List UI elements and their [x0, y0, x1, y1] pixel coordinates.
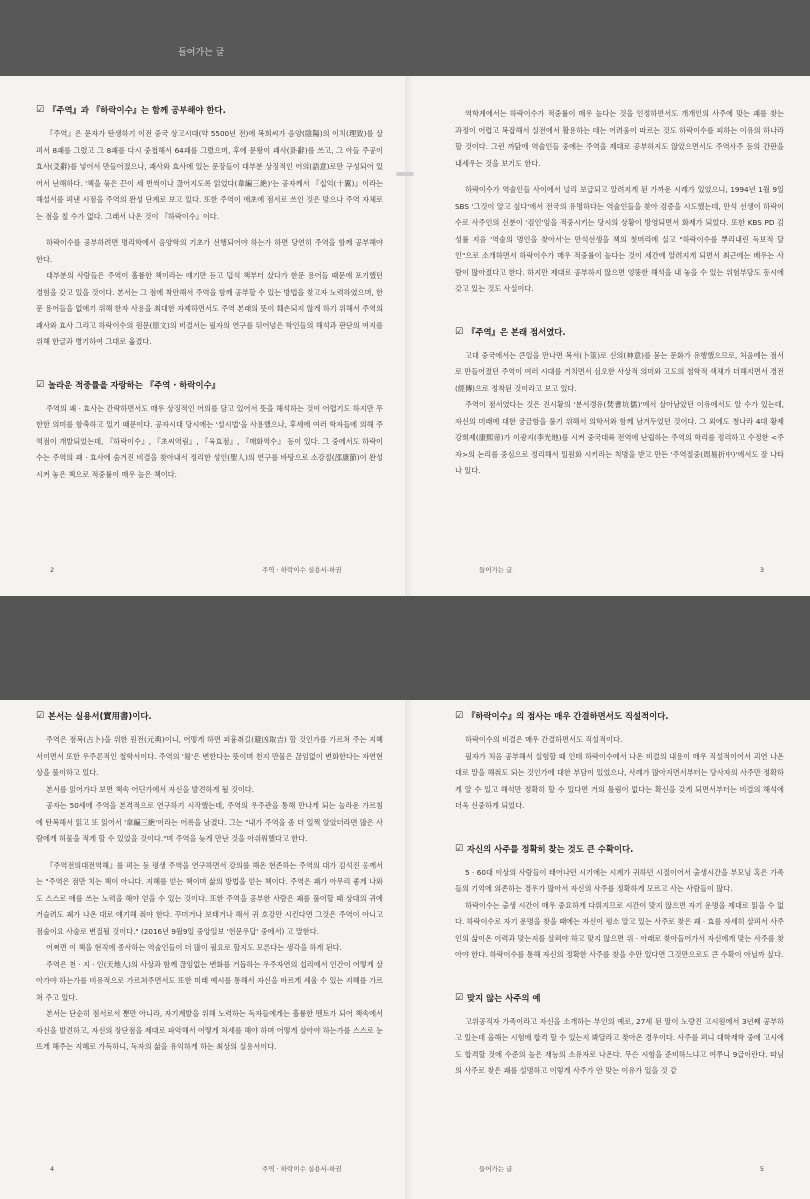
checkmark-icon: ☑ — [455, 992, 464, 1003]
paragraph: 주역이 점서였다는 것은 진시황의 '분서갱유(焚書坑儒)'에서 살아남았던 이유에서도 알 수가 있는데, 자신의 미래에 대한 궁금함을 풀기 위해서 의학서와 함께 남겨두었던 것이다. 그 외에도 청나라 4대 황제 강희제(康熙帝)가 이광지(李光地)를 시켜 중국대륙 전역에 난립하는 주역의 학리를 정리하고 수정한 <주자>의 논리를 중심으로 정리해서 일원화 시키라는 칙명을 받고 만든 '주역절중(周易折中)'에서도 잘 나타나 있다. — [455, 400, 784, 475]
page-4 — [0, 700, 405, 1199]
page-gutter-mark — [396, 172, 414, 176]
paragraph: 공자는 50세에 주역을 본격적으로 연구하기 시작했는데, 주역의 우주관을 통해 만나게 되는 놀라운 가르침에 탄복해서 읽고 또 읽어서 '韋編三絶'이라는 어록을 남겼다. 그는 "내가 주역을 좀 더 일찍 알았더라면 많은 사람에게 허물을 적게 할 수 있었을 것이다."며 주역을 늦게 만난 것을 아쉬워했다고 한다. — [36, 801, 383, 843]
paragraph: 하락이수는 출생 시간이 매우 중요하게 다뤄지므로 시간이 맞지 않으면 자기 운명을 제대로 읽을 수 없다. 하락이수로 자기 운명을 찾을 때에는 자신이 평소 알고 있는 사주로 찾은 괘 · 효를 자세히 살펴서 사주인의 삶이온 이력과 맞는지를 살펴야 하고 맞지 않으면 위 · 아래로 찾아들어가서 자신에게 맞는 사주를 찾아야 한다. 하락이수를 통해 자신의 정확한 사주를 찾을 수만 있다면 그것만으로도 큰 수확이 아닐까 싶다. — [455, 900, 784, 959]
paragraph: 주역의 괘 · 효사는 간략하면서도 매우 상징적인 어의를 담고 있어서 뜻을 해석하는 것이 어렵기도 하지만 무한한 의미를 함축하고 있기 때문이다. 공자시대 당시에는 '설시법'을 사용했으나, 후세에 여러 학자들에 의해 주역점이 개발되었는데, 『하락이수』, 『초씨역림』, 『육효점』, 『매화역수』 등이 있다. 그 중에서도 하락이수는 주역의 괘 · 효사에 숨겨진 비결을 찾아내서 정리한 성인(聖人)의 연구를 바탕으로 소강절(邵康節)이 완성시켜 놓은 책으로 적중률이 매우 높은 책이다. — [36, 403, 383, 479]
page-footer-title: 주역 · 하락이수 실용서-하권 — [262, 1165, 342, 1173]
paragraph: 필자가 처음 공부해서 실험할 때 인테 하락이수에서 나온 비결의 내용이 매우 직설적이어서 괴연 나온 대로 말을 해줘도 되는 것인가에 대한 부담이 있었으나, 사례가 많아지면서부터는 당사자의 사주만 정확하게 알 수 있고 해석만 정확히 할 수 있다면 거의 틀림이 없다는 확신을 갖게 되면서부터는 비결의 해석에 더욱 신중하게 되었다. — [455, 751, 784, 810]
section-heading: ☑ 『주역』은 본래 점서였다. — [455, 326, 566, 337]
page-number: 5 — [759, 1165, 764, 1173]
page-3 — [405, 76, 810, 596]
middle-band — [0, 596, 810, 700]
checkmark-icon: ☑ — [455, 711, 464, 721]
paragraph: 본서를 읽어가다 보면 책속 어딘가에서 자신을 발견하게 될 것이다. — [46, 784, 255, 794]
paragraph: 어쩌면 이 책을 현직에 종사하는 역술인들이 더 많이 필요로 할지도 모른다는 생각을 하게 된다. — [46, 943, 342, 952]
top-band — [0, 0, 810, 76]
page-footer-title: 들어가는 글 — [479, 1165, 513, 1173]
paragraph: 주역은 점복(占卜)을 위한 원전(元典)이니, 어떻게 하면 피흉취길(避凶取吉) 할 것인가를 가르쳐 주는 지혜서이면서 또한 우주론적인 철학서이다. 주역의 '易'은 변한다는 뜻이며 천지 만물은 끊임없이 변화한다는 자연현상을 풀이하고 있다. — [36, 735, 383, 777]
running-header: 들어가는 글 — [178, 48, 225, 58]
paragraph: 『주역』은 문자가 탄생하기 이전 중국 상고시대(약 5500년 전)에 복희씨가 음양(陰陽)의 이치(理致)를 살펴서 8괘를 그렸고 그 8괘를 다시 중첩해서 64괘를 그렸으며, 후에 문왕이 괘사(卦辭)를 쓰고, 그 아들 주공이 효사(爻辭)를 넣어서 만들어졌으나, 괘사와 효사에 있는 문장들이 대부분 상징적인 어의(語意)로만 구성되어 있어서 난해하다. '책을 묶은 끈이 세 번씩이나 끊어지도록 읽었다(韋編三絶)'는 공자께서 『십익(十翼)』이라는 해설서를 펴낸 시점을 주역의 완성 단계로 보고 있다. 또한 주역이 애초에 점서로 쓰인 것은 맞으나 주역 자체로는 점을 칠 수가 없다. 그래서 나온 것이 『하락이수』이다. — [36, 129, 383, 221]
checkmark-icon: ☑ — [36, 711, 45, 721]
paragraph: 주역은 천 · 지 · 인(天地人)의 사상과 함께 끊임없는 변화를 거듭하는 우주자연의 섭리에서 인간이 어떻게 살아가야 하는가를 비유적으로 가르쳐주면서도 또한 미래 예시를 통해서 자신을 바르게 세울 수 있는 지혜를 가르쳐 주고 있다. — [36, 959, 383, 1002]
paragraph: 하락이수가 역술인들 사이에서 널리 보급되고 알려지게 된 가까운 시례가 있었으니, 1994년 1월 9일 SBS '그것이 알고 싶다'에서 전국의 유명하다는 역술인들을 찾아 검증을 시도했는데, 만석 선생이 하락이수로 사주인의 신분이 '검인'임을 적중시키는 당시의 상황이 방영되면서 화제가 되었다. 또한 KBS PD 김성률 지음 '역술의 명인을 찾아서'는 만석선생을 책의 첫머리에 실고 "하락이수를 뿌리내린 독보적 달인"으로 소개하면서 하락이수가 매우 적중률이 높다는 것이 세간에 알려지게 되면서 최근에는 배우는 사람이 많아졌다고 한다. 하지만 제대로 공부하지 않으면 엉뚱한 해석을 내 놓을 수 있는 위험부담도 동시에 갖고 있는 것도 사실이다. — [455, 185, 784, 293]
paragraph: 대부분의 사람들은 주역이 훌륭한 책이라는 얘기만 듣고 덥석 책부터 샀다가 한문 용어들 때문에 포기했던 경험을 갖고 있을 것이다. 본서는 그 점에 착안해서 주역을 함께 공부할 수 있는 방법을 찾고자 노력하였으며, 한문 용어들을 없애기 위해 한자 사용을 최대한 자제하면서도 주역 본래의 뜻이 훼손되지 않게 하기 위해서 주역의 괘사와 효사 그리고 하락이수의 원문(原文)의 비결서는 필자의 연구를 뒤어넘은 학인들의 해석과 판단의 여지를 위해 한글과 병기하여 그대로 옮겼다. — [36, 271, 383, 346]
checkmark-icon: ☑ — [455, 843, 464, 854]
page-footer-title: 들어가는 글 — [479, 566, 513, 574]
paragraph: 본서는 단순히 점서로서 뿐만 아니라, 자기계발을 위해 노력하는 독자들에게는 훌륭한 멘토가 되어 책속에서 자신을 발견하고, 자신의 장단점을 제대로 파악해서 어떻게 처세를 해야 하며 어떻게 살아야 하는가를 스스로 눈뜨게 해주는 지혜로 가득하니, 독자의 삶을 유익하게 하는 최상의 실용서이다. — [36, 1009, 383, 1051]
page-footer-title: 주역 · 하락이수 실용서-하권 — [262, 566, 342, 574]
paragraph: 『주역전의대전역해』를 펴는 등 평생 주역을 연구하면서 강의를 해온 현존하는 주역의 대가 김석진 옹께서는 "주역은 점만 치는 책이 아니다. 지혜를 얻는 책이며 삶의 방법을 얻는 책이다. 주역은 괘가 아무리 좋게 나와도 스스로 애를 쓰는 노력을 해야 얻을 수 있는 것이다. 또한 주역을 공부한 사람은 괘를 풀이할 때 상대의 귀에 거슬려도 괘가 나온 대로 얘기해 줘야 한다. 꾸미거나 보태거나 해서 귀 호강만 시킨다면 그것은 주역이 아니고 점술이요 사술로 변질될 것이다." (2016년 9월9일 중앙일보 '헌문우답' 중에서) 고 말한다. — [36, 860, 383, 936]
page-number: 3 — [759, 566, 764, 574]
paragraph: 역학계에서는 하락이수가 적중률이 매우 높다는 것을 인정하면서도 개개인의 사주에 맞는 괘를 찾는 과정이 어렵고 복잡해서 실전에서 활용하는 데는 어려움이 따르는 것도 하락이수를 피하는 이유의 하나라 할 것이다. 그런 까닭에 역술인들 중에는 주역을 제대로 공부하지도 않았으면서도 주역사주 등의 간판을 내세우는 것을 보기도 한다. — [455, 109, 784, 168]
page-5 — [405, 700, 810, 1199]
section-heading: ☑ 『주역』과 『하락이수』는 함께 공부해야 한다. — [36, 105, 226, 115]
paragraph: 고대 중국에서는 큰일을 만나면 복서(卜筮)로 신의(神意)를 묻는 문화가 유행했으므로, 처음에는 점서로 만들어졌던 주역이 여러 시대를 거치면서 심오한 사상적 의미와 고도의 철학적 색채가 더해지면서 경전(經傳)으로 정착된 것이라고 보고 있다. — [455, 350, 784, 393]
checkmark-icon: ☑ — [36, 379, 45, 390]
section-heading: ☑ 맞지 않는 사주의 예 — [455, 992, 541, 1003]
paragraph: 5 · 60대 이상의 사람들이 태어나던 시기에는 시계가 귀하던 시절이어서 출생시간을 부모님 혹은 가족들의 기억에 의존하는 경우가 많아서 자신의 사주를 정확하게 모르고 사는 사람들이 많다. — [455, 867, 784, 893]
section-heading: ☑ 놀라운 적중률을 자랑하는 『주역 · 하락이수』 — [36, 379, 221, 390]
page-number: 2 — [50, 566, 55, 574]
paragraph: 고위공직자 가족이라고 자신을 소개하는 부인의 예로, 27세 된 딸이 노량진 고시원에서 3년째 공부하고 있는데 올해는 시험에 합격 할 수 있는지 봐달라고 찾아온 경우이다. 사주를 펴니 대학재학 중에 고시에도 합격할 것에 수준의 높은 재능의 소유자로 나온다. 무슨 시험을 준비하느냐고 여쭈니 9급이란다. 따님의 사주로 찾은 괘를 설명하고 이렇게 사주가 안 맞는 이유가 있을 것 같 — [455, 1016, 784, 1075]
section-heading: ☑ 『하락이수』의 점사는 매우 간결하면서도 직설적이다. — [455, 711, 669, 721]
paragraph: 하락이수를 공부하려면 명리학에서 음양학의 기초가 선행되어야 하는가 하면 당연히 주역을 함께 공부해야 한다. — [36, 238, 383, 264]
page-number: 4 — [50, 1165, 55, 1173]
page-2 — [0, 76, 405, 596]
paragraph: 하락이수의 비결은 매우 간결하면서도 직설적이다. — [465, 735, 623, 744]
section-heading: ☑ 자신의 사주를 정확히 찾는 것도 큰 수확이다. — [455, 843, 634, 854]
checkmark-icon: ☑ — [36, 105, 45, 115]
checkmark-icon: ☑ — [455, 326, 464, 337]
section-heading: ☑ 본서는 실용서(實用書)이다. — [36, 711, 152, 721]
